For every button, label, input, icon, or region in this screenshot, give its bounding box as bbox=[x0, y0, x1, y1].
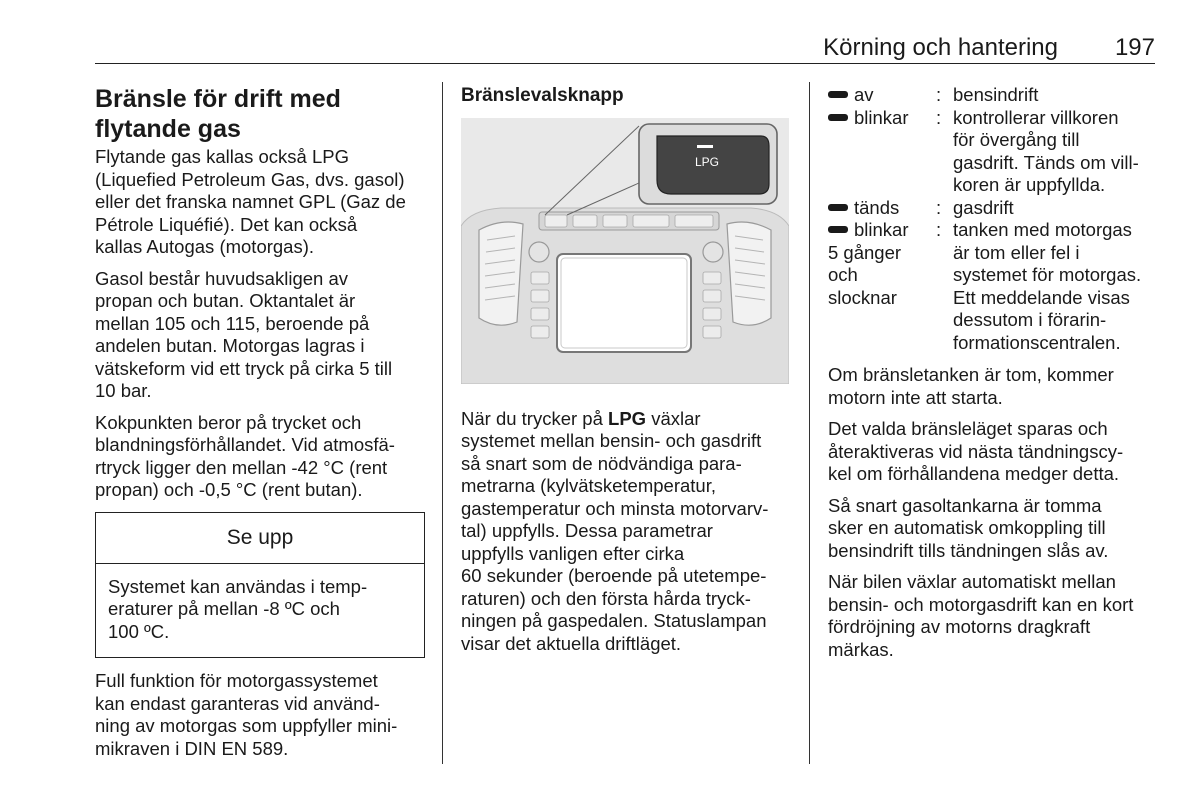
status-lamp-icon bbox=[828, 91, 848, 98]
din-en-589-paragraph: Full funktion för motorgassystemet kan endast garanteras vid använd- ning av motorgas som uppfyller mini- mikraven i DIN EN 589. bbox=[95, 670, 398, 759]
column-separator-1 bbox=[442, 82, 443, 764]
status-desc: kontrollerar villkoren för övergång till gasdrift. Tänds om vill- koren är uppfyllda. bbox=[953, 106, 1139, 195]
lpg-intro-paragraph: Flytande gas kallas också LPG (Liquefied Petroleum Gas, dvs. gasol) eller det franska namnet GPL (Gaz de Pétrole Liquéfié). Det kan också kallas Autogas (motorgas). bbox=[95, 146, 406, 257]
status-row-off: av : bensindrift bbox=[828, 84, 1141, 107]
status-row-lit: tänds : gasdrift bbox=[828, 197, 1141, 220]
warning-body: Systemet kan användas i temp- eraturer på mellan -8 ºC och 100 ºC. bbox=[108, 575, 368, 642]
empty-tank-paragraph: Om bränsletanken är tom, kommer motorn inte att starta. bbox=[828, 364, 1114, 408]
status-desc: bensindrift bbox=[953, 84, 1039, 105]
fuel-selector-subtitle: Bränslevalsknapp bbox=[461, 85, 624, 106]
status-state: blinkar bbox=[854, 219, 909, 240]
running-header-section: Körning och hantering bbox=[823, 34, 1058, 61]
middle-column bbox=[461, 84, 791, 664]
status-lamp-icon bbox=[828, 226, 848, 233]
status-state: blinkar bbox=[854, 106, 909, 128]
status-lamp-icon bbox=[828, 114, 848, 121]
section-title: Bränsle för drift med flytande gas bbox=[95, 85, 341, 143]
auto-switch-paragraph: Så snart gasoltankarna är tomma sker en automatisk omkoppling till bensindrift tills tändningen slås av. bbox=[828, 494, 1109, 561]
lpg-paragraph-lead: När du trycker på bbox=[461, 407, 609, 429]
lpg-button-label: LPG bbox=[694, 155, 720, 169]
page-number: 197 bbox=[1114, 34, 1155, 61]
column-separator-2 bbox=[809, 82, 810, 764]
right-column bbox=[828, 84, 1160, 670]
status-desc: gasdrift bbox=[953, 196, 1014, 218]
status-state-extra: 5 gånger och slocknar bbox=[828, 241, 902, 308]
warning-box bbox=[95, 512, 425, 659]
status-state: tänds bbox=[854, 196, 900, 218]
status-lamp-icon bbox=[828, 204, 848, 211]
warning-title: Se upp bbox=[96, 513, 424, 564]
left-column bbox=[95, 84, 425, 769]
fuel-selector-figure bbox=[461, 118, 789, 384]
lpg-button-paragraph bbox=[461, 408, 791, 656]
status-desc: tanken med motorgas är tom eller fel i systemet för motorgas. Ett meddelande visas dessutom i förarin- formationscentralen. bbox=[953, 219, 1142, 353]
header-rule bbox=[95, 63, 1155, 64]
saved-mode-paragraph: Det valda bränsleläget sparas och återaktiveras vid nästa tändningscy- kel om förhållandena medger detta. bbox=[828, 418, 1124, 484]
lpg-composition-paragraph: Gasol består huvudsakligen av propan och butan. Oktantalet är mellan 105 och 115, beroende på andelen butan. Motorgas lagras i vätskeform vid ett tryck på cirka 5 till 10 bar. bbox=[95, 267, 393, 401]
lpg-keyword: LPG bbox=[608, 407, 647, 429]
boiling-point-paragraph: Kokpunkten beror på trycket och blandningsförhållandet. Vid atmosfä- rtryck ligger den mellan -42 °C (rent propan) och -0,5 °C (rent butan). bbox=[95, 411, 395, 500]
status-row-blink-5-times: blinkar 5 gånger och slocknar : tanken med motorgas är tom eller fel i systemet för motorgas. Ett meddelande visas dessutom i förarin- formationscentralen. bbox=[828, 219, 1142, 353]
status-state: av bbox=[854, 84, 874, 105]
status-row-blinking: blinkar : kontrollerar villkoren för övergång till gasdrift. Tänds om vill- koren är uppfyllda. bbox=[828, 107, 1141, 197]
traction-delay-paragraph: När bilen växlar automatiskt mellan bensin- och motorgasdrift kan en kort fördröjning av motorns dragkraft märkas. bbox=[828, 571, 1134, 660]
lpg-paragraph-rest: växlar systemet mellan bensin- och gasdrift så snart som de nödvändiga para- metrarna (kylvätsketemperatur, gastemperatur och minsta motorvarv- tal) uppfylls. Dessa parametrar uppfylls vanligen efter cirka 60 sekunder (beroende på utetempe- raturen) och den första hårda tryck- ningen på gaspedalen. Statuslampan visar det aktuella driftläget. bbox=[461, 407, 769, 654]
status-lamp-table bbox=[828, 84, 1141, 354]
